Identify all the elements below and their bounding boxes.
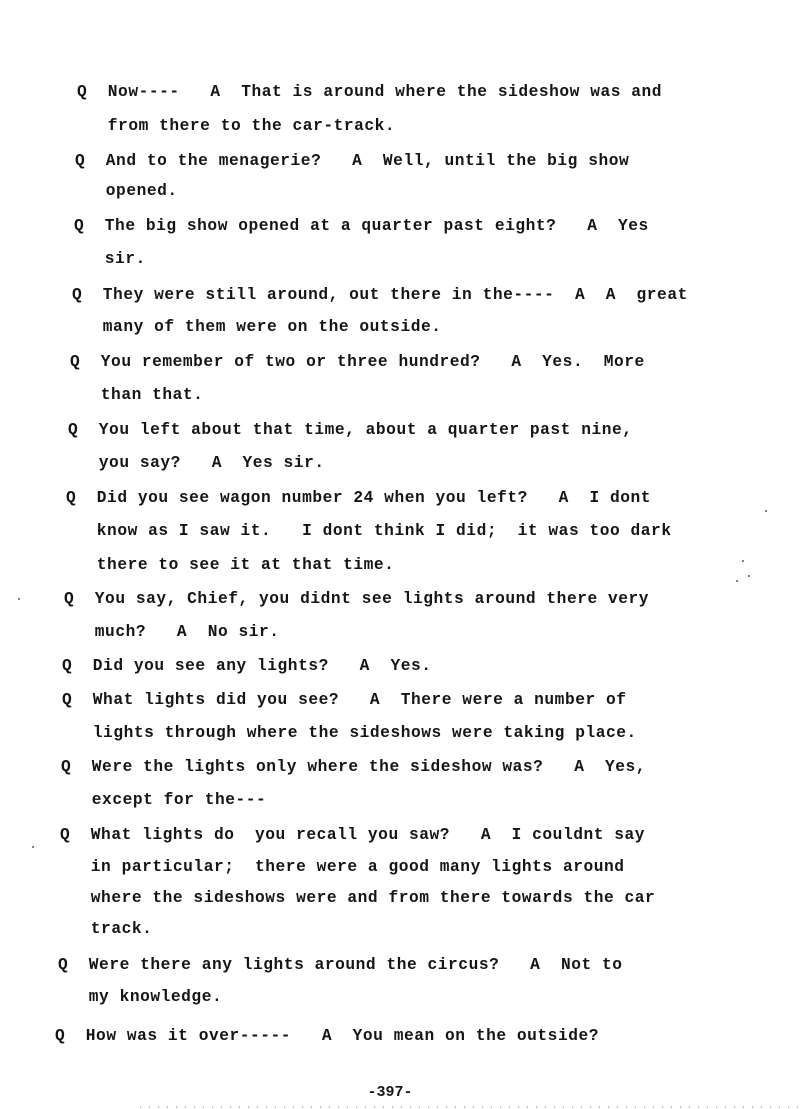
scan-speck — [748, 575, 750, 577]
transcript-line-29: Q How was it over----- A You mean on the outside? — [55, 1027, 599, 1045]
transcript-line-23: Q What lights do you recall you saw? A I couldnt say — [60, 826, 646, 844]
scan-speck — [736, 580, 738, 582]
transcript-line-9: Q You remember of two or three hundred? A Yes. More — [70, 353, 645, 371]
scan-noise-strip — [140, 1106, 800, 1108]
transcript-line-19: Q What lights did you see? A There were a number of — [62, 691, 627, 709]
transcript-line-6: sir. — [74, 250, 146, 268]
transcript-line-22: except for the--- — [61, 791, 267, 809]
transcript-line-21: Q Were the lights only where the sideshow was? A Yes, — [61, 758, 647, 776]
scan-speck — [32, 846, 34, 848]
transcript-line-11: Q You left about that time, about a quarter past nine, — [68, 421, 633, 439]
transcript-line-17: much? A No sir. — [64, 623, 280, 641]
transcript-line-2: from there to the car-track. — [77, 117, 396, 135]
transcript-line-15: there to see it at that time. — [66, 556, 395, 574]
transcript-line-8: many of them were on the outside. — [72, 318, 442, 336]
transcript-line-3: Q And to the menagerie? A Well, until the big show — [75, 152, 630, 170]
transcript-line-25: where the sideshows were and from there towards the car — [60, 889, 656, 907]
transcript-line-20: lights through where the sideshows were taking place. — [62, 724, 637, 742]
scan-speck — [765, 510, 767, 512]
transcript-line-24: in particular; there were a good many lights around — [60, 858, 625, 876]
transcript-line-12: you say? A Yes sir. — [68, 454, 325, 472]
transcript-line-27: Q Were there any lights around the circus? A Not to — [58, 956, 623, 974]
transcript-line-5: Q The big show opened at a quarter past eight? A Yes — [74, 217, 649, 235]
page-number: -397- — [367, 1084, 413, 1101]
scan-speck — [742, 560, 744, 562]
transcript-line-28: my knowledge. — [58, 988, 223, 1006]
transcript-line-4: opened. — [75, 182, 178, 200]
transcript-line-14: know as I saw it. I dont think I did; it was too dark — [66, 522, 672, 540]
transcript-line-10: than that. — [70, 386, 204, 404]
transcript-line-1: Q Now---- A That is around where the sideshow was and — [77, 83, 663, 101]
transcript-line-7: Q They were still around, out there in the---- A A great — [72, 286, 688, 304]
scan-speck — [18, 598, 20, 600]
transcript-line-13: Q Did you see wagon number 24 when you left? A I dont — [66, 489, 652, 507]
transcript-line-16: Q You say, Chief, you didnt see lights around there very — [64, 590, 650, 608]
transcript-line-18: Q Did you see any lights? A Yes. — [62, 657, 432, 675]
transcript-line-26: track. — [60, 920, 153, 938]
